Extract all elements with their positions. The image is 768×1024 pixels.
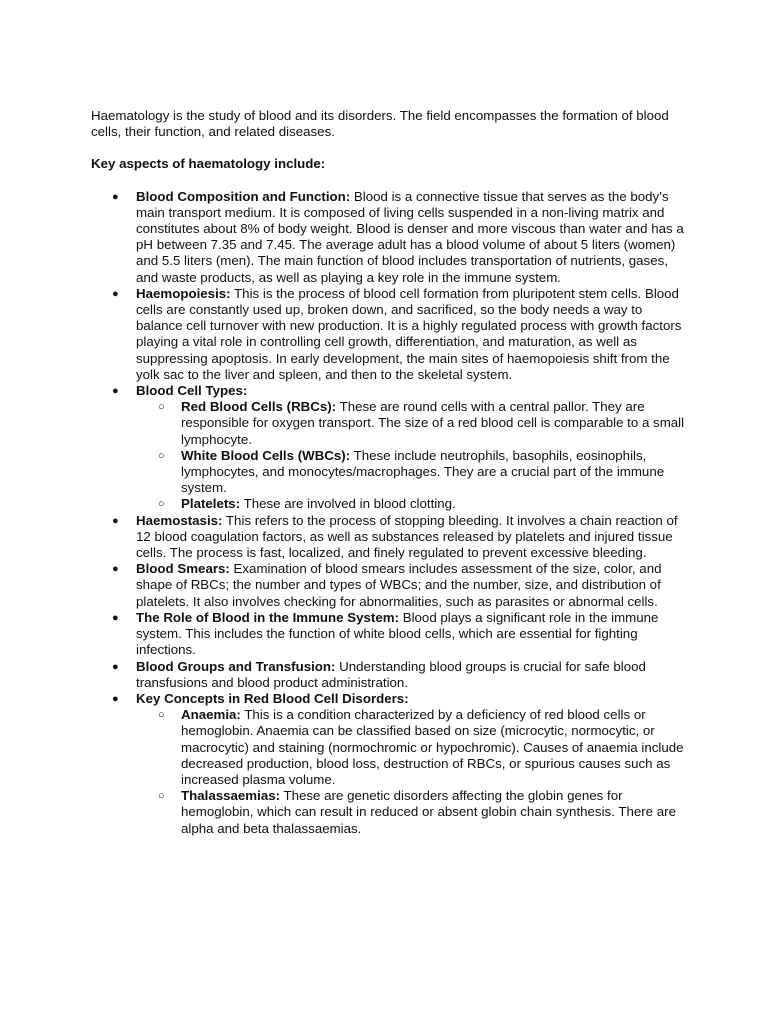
item-text: Understanding blood groups is crucial for safe blood transfusions and blood product administration. [136, 658, 646, 690]
sub-list-item [136, 448, 688, 497]
sub-item-text: These include neutrophils, basophils, eosinophils, lymphocytes, and monocytes/macrophages. They are a crucial part of the immune system. [181, 447, 665, 496]
list-item [91, 691, 688, 837]
item-title: Haemostasis: [136, 512, 223, 528]
intro-paragraph: Haematology is the study of blood and its disorders. The field encompasses the formation of blood cells, their function, and related diseases. [91, 108, 669, 140]
sub-item-title: Anaemia: [181, 707, 241, 723]
key-aspects-list [91, 189, 688, 837]
list-item [91, 610, 688, 659]
sub-list-item [136, 496, 688, 512]
item-text: This refers to the process of stopping bleeding. It involves a chain reaction of 12 blood coagulation factors, as well as substances released by platelets and injured tissue cells. The process is fast, localized, and finely regulated to prevent excessive bleeding. [136, 512, 678, 561]
sub-item-text: These are genetic disorders affecting the globin genes for hemoglobin, which can result in reduced or absent globin chain synthesis. There are alpha and beta thalassaemias. [181, 788, 676, 836]
item-text: This is the process of blood cell formation from pluripotent stem cells. Blood cells are constantly used up, broken down, and sacrificed, so the body needs a way to balance cell turnover with new production. It is a highly regulated process with growth factors playing a vital role in controlling cell growth, differentiation, and maturation, as well as suppressing apoptosis. In early development, the main sites of haemopoiesis shift from the yolk sac to the liver and spleen, and then to the skeletal system. [136, 285, 682, 382]
bullet-icon: ● [112, 287, 119, 300]
item-title: Blood Groups and Transfusion: [136, 658, 336, 674]
circle-bullet-icon: ○ [158, 709, 165, 722]
list-item [91, 659, 688, 691]
bullet-icon: ● [112, 660, 119, 673]
sub-item-title: White Blood Cells (WBCs): [181, 447, 351, 463]
bullet-icon: ● [112, 692, 119, 705]
circle-bullet-icon: ○ [158, 790, 165, 803]
item-title: Blood Composition and Function: [136, 188, 351, 204]
sub-item-text: These are round cells with a central pallor. They are responsible for oxygen transport. The size of a red blood cell is comparable to a small lymphocyte. [181, 399, 685, 447]
bullet-icon: ● [112, 514, 119, 527]
sub-item-text: This is a condition characterized by a deficiency of red blood cells or hemoglobin. Anaemia can be classified based on size (microcytic, normocytic, or macrocytic) and staining (normochromic or hypochromic). Causes of anaemia include decreased production, blood loss, destruction of RBCs, or spurious causes such as increased plasma volume. [181, 707, 684, 787]
bullet-icon: ● [112, 611, 119, 624]
bullet-icon: ● [112, 563, 119, 576]
sub-item-title: Platelets: [181, 496, 241, 512]
sub-item-text: These are involved in blood clotting. [240, 496, 456, 512]
circle-bullet-icon: ○ [158, 401, 165, 414]
list-item [91, 561, 688, 610]
list-item [91, 286, 688, 383]
sub-item-title: Red Blood Cells (RBCs): [181, 399, 337, 415]
section-heading: Key aspects of haematology include: [91, 156, 326, 172]
item-text: Blood plays a significant role in the immune system. This includes the function of white blood cells, which are essential for fighting infections. [136, 609, 659, 658]
sub-list [136, 707, 688, 837]
circle-bullet-icon: ○ [158, 449, 165, 462]
list-item [91, 189, 688, 286]
sub-list-item [136, 707, 688, 788]
sub-list-item [136, 399, 688, 448]
bullet-icon: ● [112, 190, 119, 203]
sub-list [136, 399, 688, 512]
sub-item-title: Thalassaemias: [181, 788, 281, 804]
bullet-icon: ● [112, 385, 119, 398]
circle-bullet-icon: ○ [158, 498, 165, 511]
list-item [91, 383, 688, 513]
item-text: Blood is a connective tissue that serves as the body’s main transport medium. It is composed of living cells suspended in a non-living matrix and constitutes about 8% of body weight. Blood is denser and more viscous than water and has a pH between 7.35 and 7.45. The average adult has a blood volume of about 5 liters (women) and 5.5 liters (men). The main function of blood includes transportation of nutrients, gases, and waste products, as well as playing a key role in the immune system. [136, 188, 684, 285]
item-title: Key Concepts in Red Blood Cell Disorders: [136, 690, 409, 706]
item-title: Haemopoiesis: [136, 285, 231, 301]
sub-list-item [136, 788, 688, 837]
item-title: The Role of Blood in the Immune System: [136, 609, 400, 625]
list-item [91, 513, 688, 562]
item-title: Blood Smears: [136, 561, 230, 577]
item-text: Examination of blood smears includes assessment of the size, color, and shape of RBCs; the number and types of WBCs; and the number, size, and distribution of platelets. It also involves checking for abnormalities, such as parasites or abnormal cells. [136, 561, 662, 609]
item-title: Blood Cell Types: [136, 383, 248, 399]
